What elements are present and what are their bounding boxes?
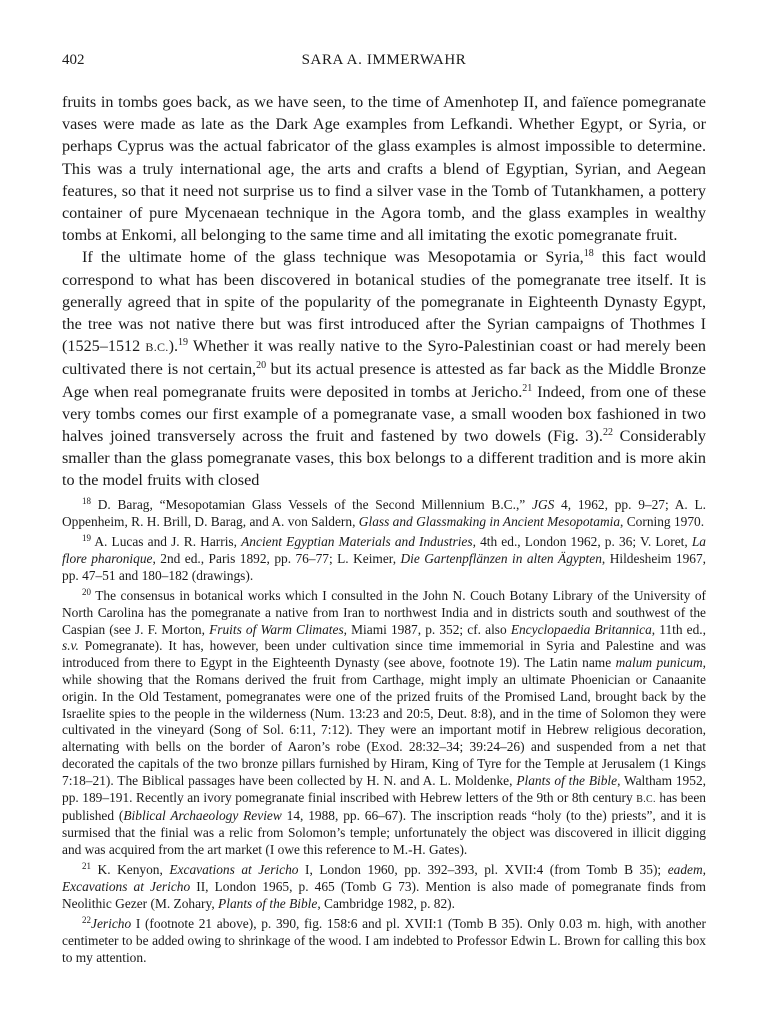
footnote-ref-21[interactable]: 21 (522, 382, 533, 394)
footnote-22: $^{22}$Jericho I (footnote 21 above), p. 390, fig. 158:6 and pl. XVII:1 (Tomb B 35). Only 0.03 m. high, with another centimeter to be added owing to shrinkage of the wood. I am indebted to Professor Edwin L. Brown for calling this box to my attention. (62, 915, 706, 965)
footnotes (62, 497, 706, 970)
footnote-20: $^{20}$ The consensus in botanical works which I consulted in the John N. Couch Botany Library of the University of North Carolina has the pomegranate a native from Iran to northwest India and in districts south and southwest of the Caspian (see J. F. Morton, Fruits of Warm Climates, Miami 1987, p. 352; cf. also Encyclopaedia Britannica, 11th ed., s.v. Pomegranate). It has, however, been under cultivation since time immemorial in Syria and Palestine and was introduced from there to Egypt in the Eighteenth Dynasty (see above, footnote 19). The Latin name malum punicum, while showing that the Romans derived the fruit from Carthage, might imply an ultimate Phoenician or Canaanite origin. In the Old Testament, pomegranates were one of the prized fruits of the Promised Land, brought back by the Israelite spies to the people in the wilderness (Num. 13:23 and 20:5, Deut. 8:8), and in the time of Solomon they were cultivated in the vineyard (Song of Sol. 6:11, 7:12). They were an important motif in Hebrew religious decoration, alternating with bells on the border of Aaron’s robe (Exod. 28:32–34; 39:24–26) and suspended from a net that decorated the capitals of the two bronze pillars furnished by Hiram, King of Tyre for the Temple at Jerusalem (1 Kings 7:18–21). The Biblical passages have been collected by H. N. and A. L. Moldenke, Plants of the Bible, Waltham 1952, pp. 189–191. Recently an ivory pomegranate finial inscribed with Hebrew letters of the 9th or 8th century B.C. has been published (Biblical Archaeology Review 14, 1988, pp. 66–67). The inscription reads “holy (to the) priests”, and it is surmised that the finial was a relic from Solomon’s temple; unfortunately the object was discovered in illicit digging and was acquired from the art market (I owe this reference to M.-H. Gates). (62, 586, 707, 857)
paragraph-2: If the ultimate home of the glass technique was Mesopotamia or Syria,$^{18}$ this fact would correspond to what has been discovered in botanical studies of the pomegranate tree itself. It is generally agreed that in spite of the popularity of the pomegranate in Eighteenth Dynasty Egypt, the tree was not native there but was first introduced after the Syrian campaigns of Thothmes I (1525–1512 B.C.).$^{19}$ Whether it was really native to the Syro-Palestinian coast or had merely been cultivated there is not certain,$^{20}$ but its actual presence is attested as far back as the Middle Bronze Age when real pomegranate fruits were deposited in tombs at Jericho.$^{21}$ Indeed, from one of these very tombs comes our first example of a pomegranate vase, a small wooden box fashioned in two halves joined transversely across the fruit and fastened by two dowels (Fig. 3).$^{22}$ Considerably smaller than the glass pomegranate vases, this box belongs to a different tradition and is more akin to the model fruits with closed (62, 248, 706, 490)
footnote-ref-22[interactable]: 22 (602, 427, 613, 439)
footnote-19: $^{19}$ A. Lucas and J. R. Harris, Ancient Egyptian Materials and Industries, 4th ed., London 1962, p. 36; V. Loret, La flore pharonique, 2nd ed., Paris 1892, pp. 76–77; L. Keimer, Die Gartenpflänzen in alten Ägypten, Hildesheim 1967, pp. 47–51 and 180–182 (drawings). (62, 533, 707, 583)
main-text (62, 91, 706, 492)
footnote-ref-20[interactable]: 20 (256, 360, 267, 372)
paragraph-1: fruits in tombs goes back, as we have seen, to the time of Amenhotep II, and faïence pomegranate vases were made as late as the Dark Age examples from Lefkandi. Whether Egypt, or Syria, or perhaps Cyprus was the actual fabricator of the glass examples is almost impossible to determine. This was a truly international age, the arts and crafts a blend of Egyptian, Syrian, and Aegean features, so that it need not surprise us to find a silver vase in the Tomb of Tutankhamen, a pottery container of pure Mycenaean technique in the Agora tomb, and the glass examples in wealthy tombs at Enkomi, all belonging to the same time and all imitating the exotic pomegranate fruit. (62, 93, 706, 245)
footnote-ref-19[interactable]: 19 (178, 337, 189, 349)
page-header (62, 52, 706, 72)
footnote-ref-18[interactable]: 18 (583, 248, 594, 260)
footnote-18: $^{18}$ D. Barag, “Mesopotamian Glass Vessels of the Second Millennium B.C.,” JGS 4, 1962, pp. 9–27; A. L. Oppenheim, R. H. Brill, D. Barag, and A. von Saldern, Glass and Glassmaking in Ancient Mesopotamia, Corning 1970. (62, 496, 706, 529)
page-number: 402 (62, 52, 85, 68)
footnote-21: $^{21}$ K. Kenyon, Excavations at Jericho I, London 1960, pp. 392–393, pl. XVII:4 (from Tomb B 35); eadem, Excavations at Jericho II, London 1965, p. 465 (Tomb G 73). Mention is also made of pomegranate finds from Neolithic Gezer (M. Zohary, Plants of the Bible, Cambridge 1982, p. 82). (62, 861, 706, 911)
running-head: SARA A. IMMERWAHR (301, 52, 467, 68)
